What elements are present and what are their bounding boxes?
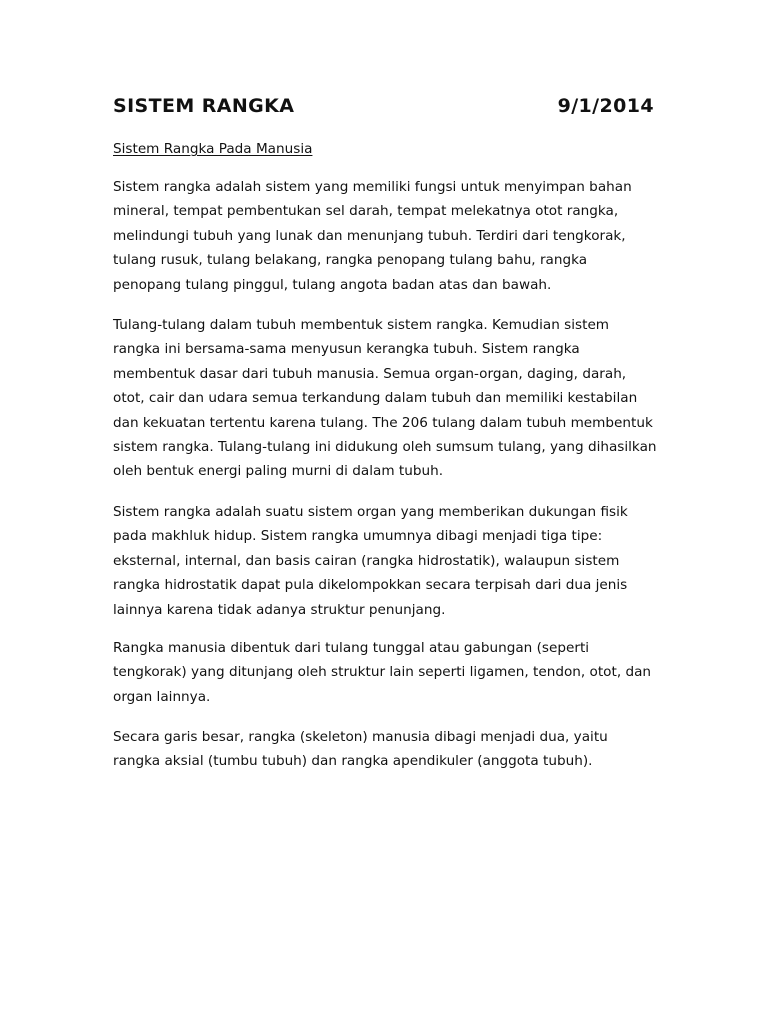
section-subtitle: Sistem Rangka Pada Manusia	[113, 141, 313, 157]
paragraph-1: Sistem rangka adalah sistem yang memiliki fungsi untuk menyimpan bahan mineral, tempat pembentukan sel darah, tempat melekatnya otot rangka, melindungi tubuh yang lunak dan menunjang tubuh. Terdiri dari tengkorak, tulang rusuk, tulang belakang, rangka penopang tulang bahu, rangka penopang tulang pinggul, tulang angota badan atas dan bawah.	[113, 179, 632, 293]
paragraph-3: Sistem rangka adalah suatu sistem organ yang memberikan dukungan fisik pada makhluk hidup. Sistem rangka umumnya dibagi menjadi tiga tipe: eksternal, internal, dan basis cairan (rangka hidrostatik), walaupun sistem rangka hidrostatik dapat pula dikelompokkan secara terpisah dari dua jenis lainnya karena tidak adanya struktur penunjang.	[113, 504, 628, 618]
paragraph-5: Secara garis besar, rangka (skeleton) manusia dibagi menjadi dua, yaitu rangka aksial (tumbu tubuh) dan rangka apendikuler (anggota tubuh).	[113, 729, 608, 770]
paragraph-4: Rangka manusia dibentuk dari tulang tunggal atau gabungan (seperti tengkorak) yang ditunjang oleh struktur lain seperti ligamen, tendon, otot, dan organ lainnya.	[113, 640, 652, 705]
header-row	[113, 95, 654, 117]
paragraph-2: Tulang-tulang dalam tubuh membentuk sistem rangka. Kemudian sistem rangka ini bersama-sama menyusun kerangka tubuh. Sistem rangka membentuk dasar dari tubuh manusia. Semua organ-organ, daging, darah, otot, cair dan udara semua terkandung dalam tubuh dan memiliki kestabilan dan kekuatan tertentu karena tulang. The 206 tulang dalam tubuh membentuk sistem rangka. Tulang-tulang ini didukung oleh sumsum tulang, yang dihasilkan oleh bentuk energi paling murni di dalam tubuh.	[113, 317, 657, 480]
document-title: SISTEM RANGKA	[113, 95, 295, 117]
document-date: 9/1/2014	[557, 95, 654, 117]
